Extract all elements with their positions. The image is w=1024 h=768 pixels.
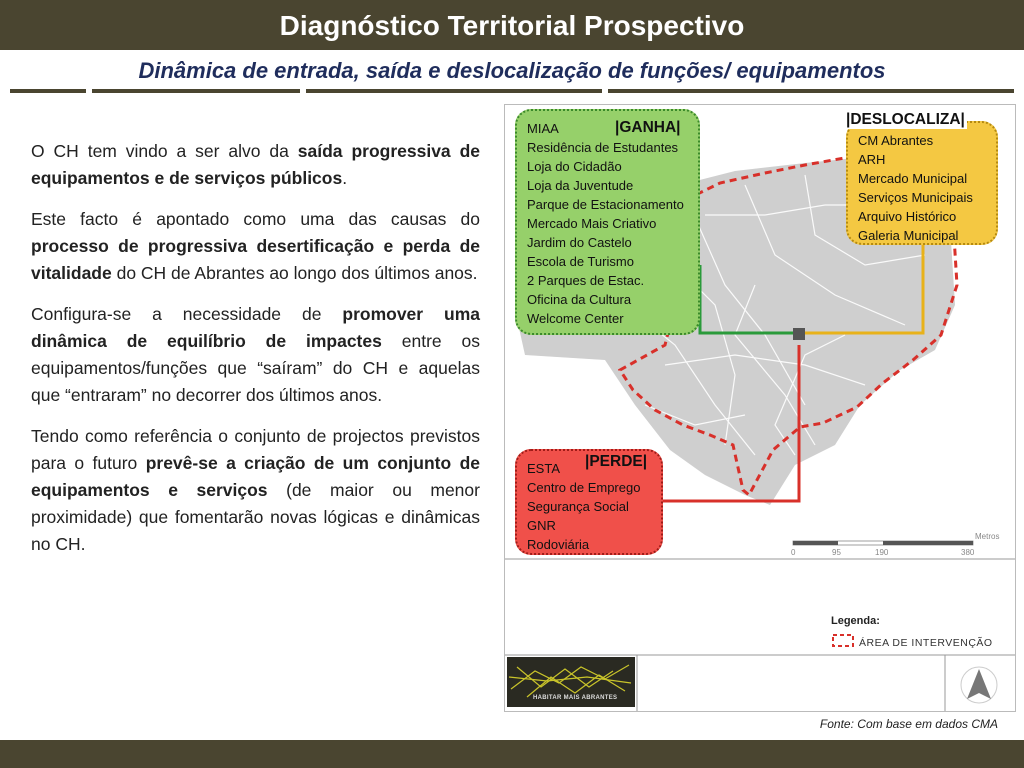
list-item: ARH (858, 152, 886, 167)
scale-tick: 190 (875, 548, 889, 557)
scale-tick: 95 (832, 548, 841, 557)
divider-rule (10, 89, 86, 93)
deslocaliza-box (846, 111, 998, 245)
scale-tick: 380 (961, 548, 975, 557)
footer-bar (0, 740, 1024, 768)
perde-label: |PERDE| (585, 453, 648, 470)
list-item: Jardim do Castelo (527, 235, 632, 250)
divider-rule (92, 89, 300, 93)
source-note: Fonte: Com base em dados CMA (819, 717, 998, 731)
scale-tick: 0 (791, 548, 796, 557)
text-run: Este facto é apontado como uma das causas do (31, 209, 480, 229)
list-item: Arquivo Histórico (858, 209, 957, 224)
bold-text: prevê-se a criação de um conjunto de equipamentos e serviços (31, 453, 480, 500)
text-run: (de maior ou menor proximidade) que fomentarão novas lógicas e dinâmicas no CH. (31, 480, 480, 554)
slide-subtitle: Dinâmica de entrada, saída e deslocalização de funções/ equipamentos (138, 58, 886, 83)
legend-symbol (833, 635, 853, 646)
list-item: ESTA (527, 461, 560, 476)
divider-rule (306, 89, 602, 93)
paragraph-3 (31, 301, 480, 409)
slide-title: Diagnóstico Territorial Prospectivo (0, 0, 1024, 50)
scale-bar (793, 541, 973, 545)
bold-text: saída progressiva de equipamentos e de serviços públicos (31, 141, 480, 188)
ganha-label: |GANHA| (615, 119, 681, 136)
list-item: Loja do Cidadão (527, 159, 622, 174)
list-item: Residência de Estudantes (527, 140, 679, 155)
paragraph-2 (31, 206, 480, 287)
paragraph-1 (31, 138, 480, 192)
list-item: Segurança Social (527, 499, 629, 514)
text-run: . (342, 168, 348, 188)
paragraph-4 (31, 423, 480, 558)
list-item: GNR (527, 518, 556, 533)
divider-rule (608, 89, 1014, 93)
list-item: Mercado Municipal (858, 171, 968, 186)
legend-item: ÁREA DE INTERVENÇÃO (859, 637, 993, 649)
list-item: CM Abrantes (858, 133, 934, 148)
bold-text: processo de progressiva desertificação e perda de vitalidade (31, 236, 480, 283)
list-item: Galeria Municipal (858, 228, 959, 243)
deslocaliza-list (858, 131, 992, 245)
list-item: Mercado Mais Criativo (527, 216, 657, 231)
list-item: Serviços Municipais (858, 190, 973, 205)
ganha-list (527, 119, 694, 328)
perde-list (527, 459, 657, 554)
list-item: 2 Parques de Estac. (527, 273, 645, 288)
list-item: Rodoviária (527, 537, 590, 552)
list-item: Centro de Emprego (527, 480, 641, 495)
text-run: O CH tem vindo a ser alvo da (31, 141, 298, 161)
map-panel (504, 104, 1016, 712)
perde-box (515, 449, 663, 555)
list-item: Escola de Turismo (527, 254, 634, 269)
list-item: Oficina da Cultura (527, 292, 632, 307)
project-logo (507, 657, 635, 707)
list-item: MIAA (527, 121, 559, 136)
bold-text: promover uma dinâmica de equilíbrio de impactes (31, 304, 481, 351)
ganha-box (515, 109, 700, 335)
list-item: Parque de Estacionamento (527, 197, 684, 212)
scale-unit: Metros (975, 532, 1000, 541)
deslocaliza-label: |DESLOCALIZA| (846, 111, 965, 128)
list-item: Welcome Center (527, 311, 624, 326)
text-run: Configura-se a necessidade de (31, 304, 343, 324)
legend-title: Legenda: (831, 615, 880, 627)
body-text (31, 138, 480, 572)
text-run: entre os equipamentos/funções que “saíram” do CH e aquelas que “entraram” no decorrer dos últimos anos. (31, 331, 480, 405)
north-arrow-icon (961, 667, 997, 703)
text-run: Tendo como referência o conjunto de projectos previstos para o futuro (31, 426, 480, 473)
text-run: do CH de Abrantes ao longo dos últimos anos. (111, 263, 478, 283)
list-item: Loja da Juventude (527, 178, 634, 193)
logo-text: HABITAR MAIS ABRANTES (533, 695, 618, 701)
centre-marker (793, 328, 805, 340)
